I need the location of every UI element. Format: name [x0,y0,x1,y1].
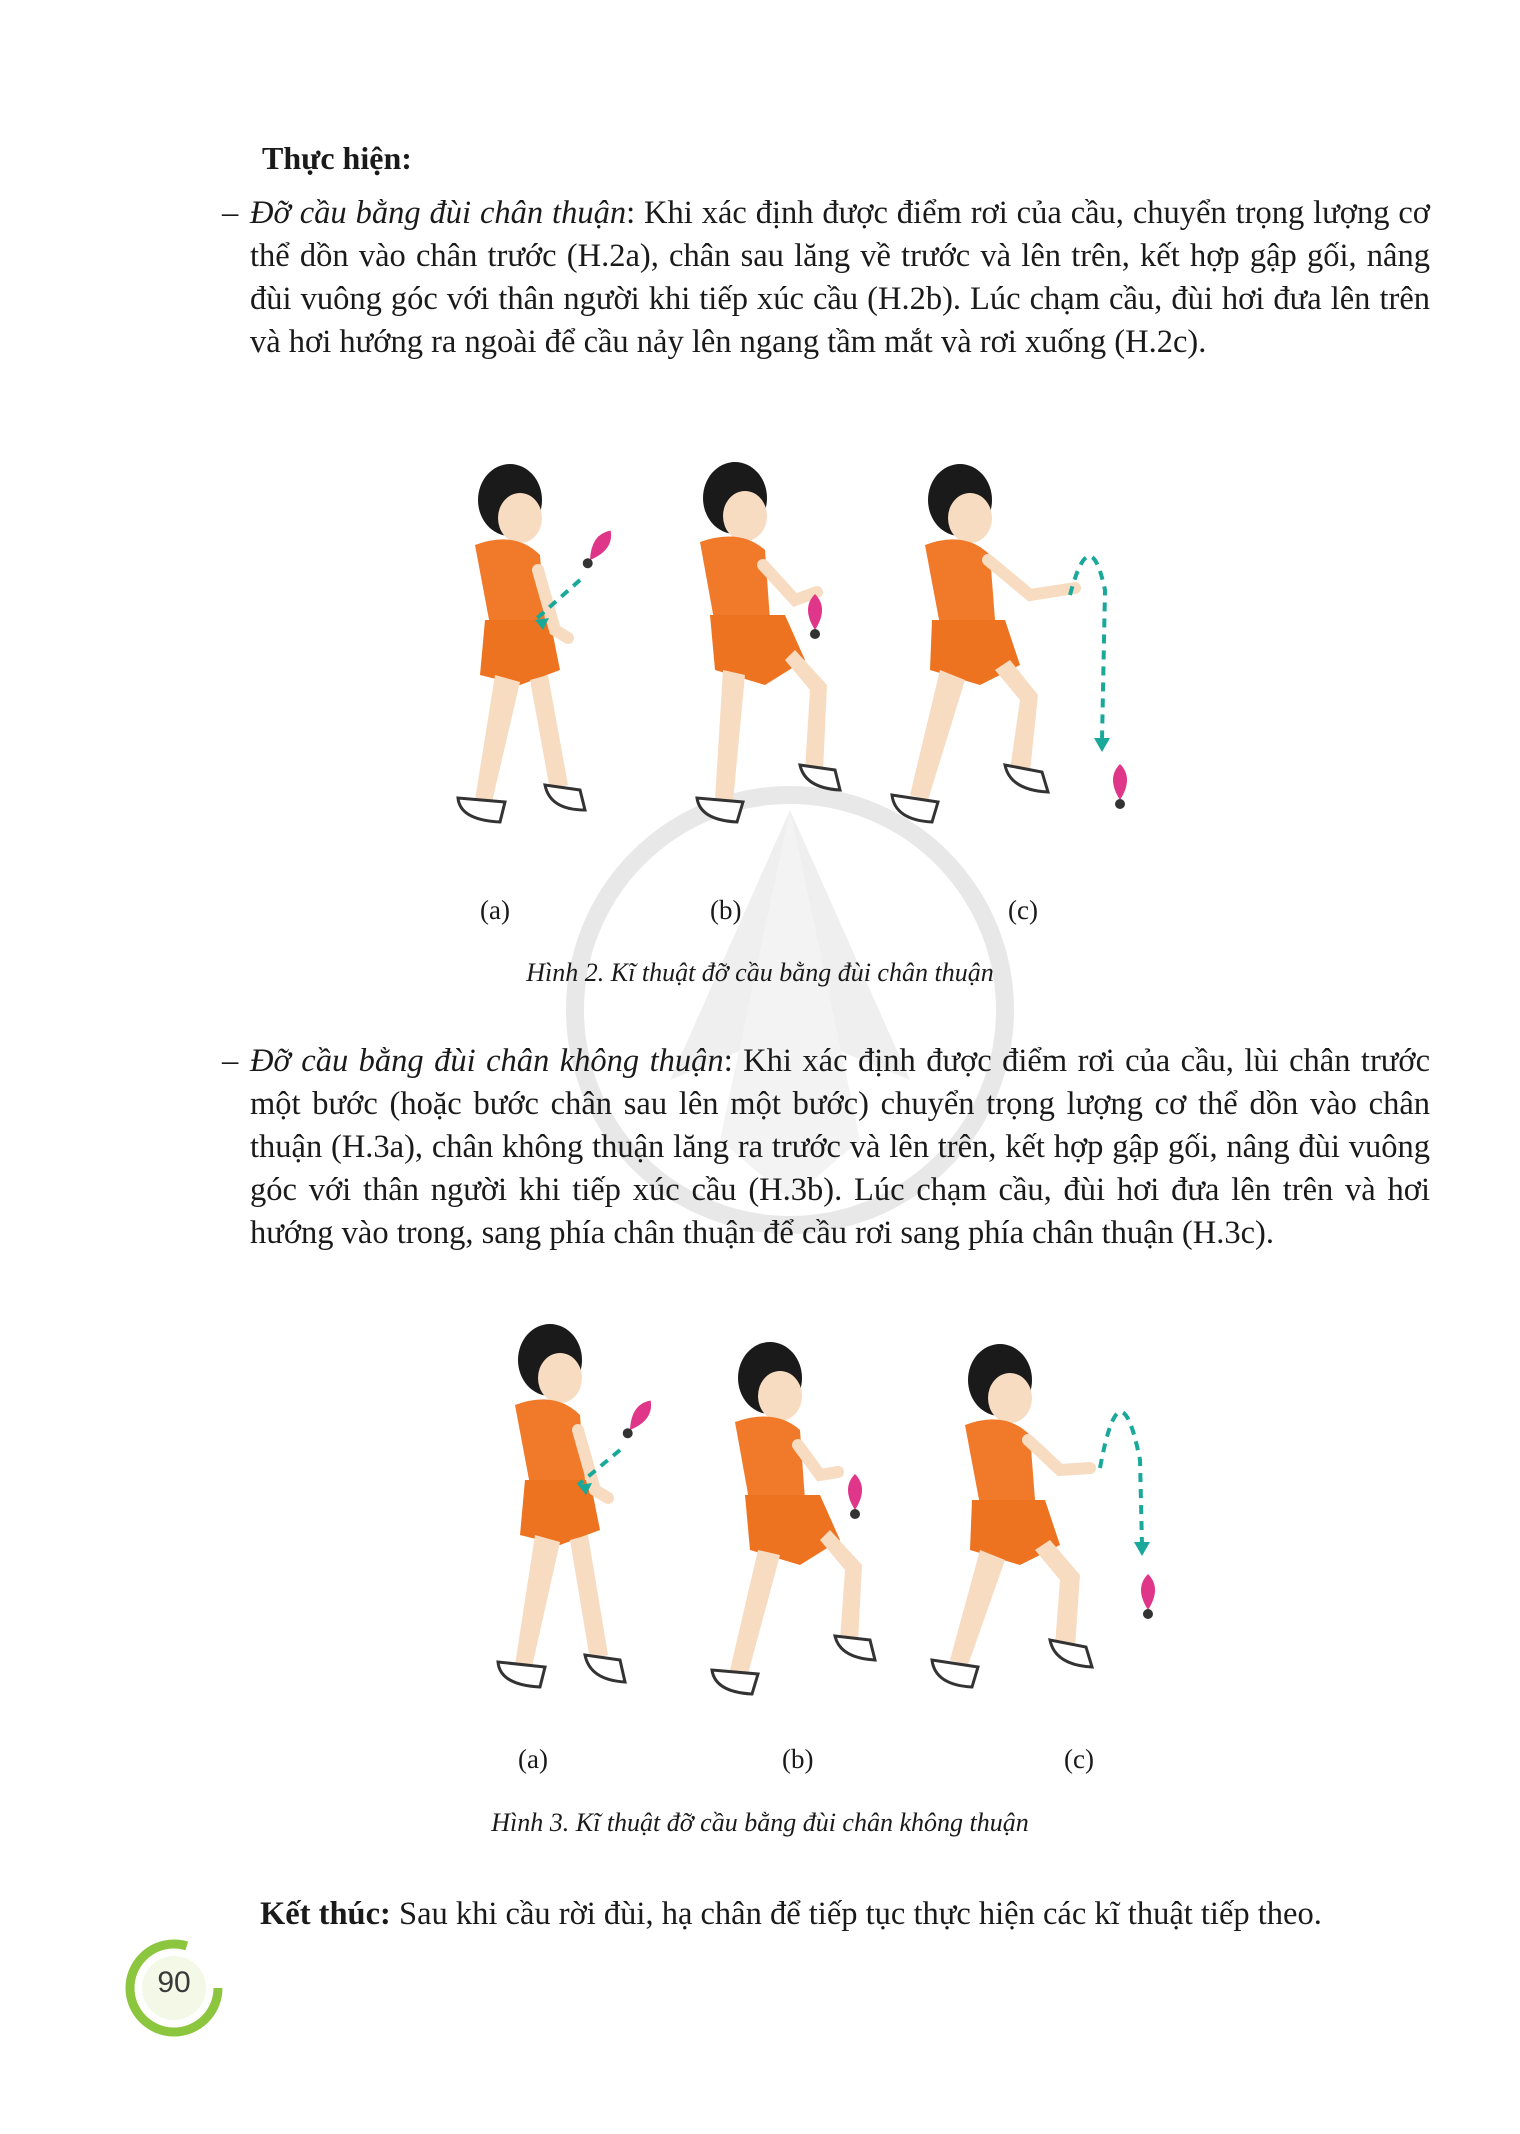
shuttlecock-2a [579,526,616,571]
bullet-text: : Khi xác định được điểm rơi của cầu, lùi chân trước một bước (hoặc bước chân sau lên một bước) chuyển trọng lượng cơ thể dồn vào chân thuận (H.3a), chân không thuận lăng ra trước và lên trên, kết hợp gập gối, nâng đùi vuông góc với thân người khi tiếp xúc cầu (H.3b). Lúc chạm cầu, đùi hơi đưa lên trên và hơi hướng vào trong, sang phía chân thuận để cầu rơi sang phía chân thuận (H.3c). [250,1043,1430,1251]
figure-3-label-b: (b) [782,1744,814,1774]
figure-2-illustration [390,460,1150,860]
figure-2-caption: Hình 2. Kĩ thuật đỡ cầu bằng đùi chân thuận [526,958,994,987]
player-figure-3c [932,1344,1092,1687]
bullet-term: Đỡ cầu bằng đùi chân thuận [250,195,627,231]
bullet-dash: – [222,195,239,231]
bullet-text: : Khi xác định được điểm rơi của cầu, chuyển trọng lượng cơ thể dồn vào chân trước (H.2a), chân sau lăng về trước và lên trên, kết hợp gập gối, nâng đùi vuông góc với thân người khi tiếp xúc cầu (H.2b). Lúc chạm cầu, đùi hơi đưa lên trên và hơi hướng ra ngoài để cầu nảy lên ngang tầm mắt và rơi xuống (H.2c). [250,195,1430,360]
figure-3-label-a: (a) [518,1744,548,1774]
trajectory-arrow-3c [1100,1412,1142,1545]
figure-3-caption: Hình 3. Kĩ thuật đỡ cầu bằng đùi chân không thuận [491,1808,1029,1837]
bullet-thigh-dominant [222,192,1430,364]
shuttlecock-2b [808,594,822,639]
bullet-term: Đỡ cầu bằng đùi chân không thuận [250,1043,724,1079]
closing-label: Kết thúc: [260,1896,391,1932]
player-figure-2a [458,464,585,822]
player-figure-3b [712,1342,875,1694]
shuttlecock-2c [1113,764,1127,809]
player-figure-2c [892,464,1075,822]
figure-2-label-b: (b) [710,895,742,925]
figure-2-label-c: (c) [1008,895,1038,925]
shuttlecock-3a [619,1396,656,1441]
section-heading: Thực hiện: [262,140,412,176]
shuttlecock-3c [1141,1574,1155,1619]
player-figure-2b [697,462,840,822]
bullet-dash: – [222,1043,239,1079]
bullet-thigh-non-dominant [222,1040,1430,1255]
closing-paragraph [260,1896,1322,1933]
shuttlecock-3b [848,1474,862,1519]
page-number: 90 [157,1966,191,1999]
figure-3-label-c: (c) [1064,1744,1094,1774]
closing-text: Sau khi cầu rời đùi, hạ chân để tiếp tục thực hiện các kĩ thuật tiếp theo. [390,1896,1322,1932]
player-figure-3a [498,1324,625,1687]
figure-3-illustration [420,1320,1180,1730]
figure-2-label-a: (a) [480,895,510,925]
